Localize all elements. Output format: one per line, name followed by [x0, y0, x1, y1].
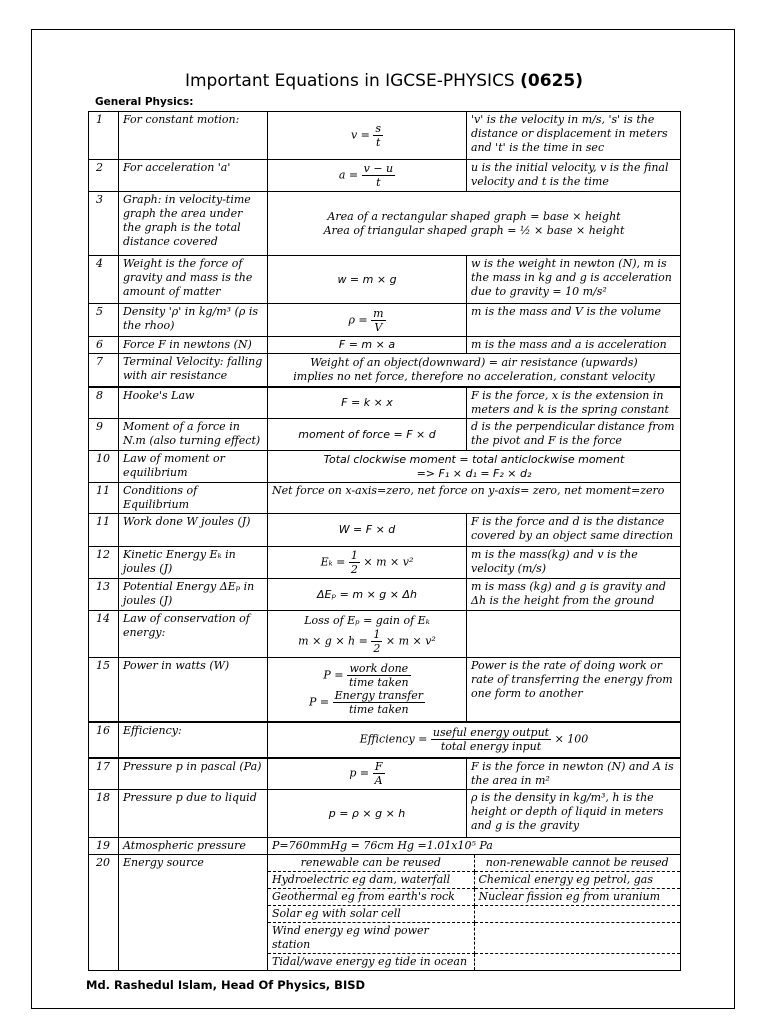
table-row: 11 Conditions of Equilibrium Net force on x-axis=zero, net force on y-axis= zero, net moment=zero — [89, 483, 681, 514]
table-row: 7 Terminal Velocity: falling with air resistance Weight of an object(downward) = air resistance (upwards) implies no net force, therefore no acceleration, constant velocity — [89, 354, 681, 387]
table-row: 18 Pressure p due to liquid p = ρ × g × h ρ is the density in kg/m³, h is the height or depth of liquid in meters and g is the gravity — [89, 790, 681, 838]
table-row: 4 Weight is the force of gravity and mass is the amount of matter w = m × g w is the weight in newton (N), m is the mass in kg and g is acceleration due to gravity = 10 m/s² — [89, 256, 681, 304]
table-row: 16 Efficiency: Efficiency = $\frac{\text{useful energy output}}{\text{total energy input}}$ × 100 — [89, 722, 681, 758]
equation: Eₖ = $\frac{1}{2}$ × m × v² — [268, 547, 467, 579]
table-row: 6 Force F in newtons (N) F = m × a m is the mass and a is acceleration — [89, 337, 681, 354]
equation: ρ = $\frac{m}{V}$ — [268, 304, 467, 337]
equation: w = m × g — [268, 256, 467, 304]
page-title: Important Equations in IGCSE-PHYSICS (0625) — [184, 71, 583, 91]
table-row: 20 Energy source renewable can be reused non-renewable cannot be reused Hydroelectric eg dam, waterfall Chemical energy eg petrol, gas Geothermal eg from earth's rock Nuclear fission eg from uranium Solar eg with solar cell Wind energy eg wind power station Tidal/wave energy eg tide in ocean — [89, 855, 681, 971]
energy-subtable: renewable can be reused non-renewable cannot be reused Hydroelectric eg dam, waterfall Chemical energy eg petrol, gas Geothermal eg from earth's rock Nuclear fission eg from uranium Solar eg with solar cell Wind energy eg wind power station Tidal/wave energy eg tide in ocean — [268, 855, 680, 970]
equation: Net force on x-axis=zero, net force on y-axis= zero, net moment=zero — [268, 483, 681, 514]
section-heading: General Physics: — [95, 96, 194, 108]
equation: P = $\frac{\text{work done}}{\text{time taken}}$ P = $\frac{\text{Energy transfer}}{\text{time taken}}$ — [268, 658, 467, 722]
table-row: 17 Pressure p in pascal (Pa) p = $\frac{F}{A}$ F is the force in newton (N) and A is the area in m² — [89, 758, 681, 790]
table-row: 13 Potential Energy ΔEₚ in joules (J) ΔEₚ = m × g × Δh m is mass (kg) and g is gravity and Δh is the height from the ground — [89, 579, 681, 611]
table-row: 19 Atmospheric pressure P=760mmHg = 76cm Hg =1.01x10⁵ Pa — [89, 838, 681, 855]
table-row: 12 Kinetic Energy Eₖ in joules (J) Eₖ = $\frac{1}{2}$ × m × v² m is the mass(kg) and v is the velocity (m/s) — [89, 547, 681, 579]
equation: a = $\frac{v - u}{t}$ — [268, 160, 467, 192]
equation: F = m × a — [268, 337, 467, 354]
equation: Total clockwise moment = total anticlockwise moment => F₁ × d₁ = F₂ × d₂ — [268, 451, 681, 483]
table-row: 15 Power in watts (W) P = $\frac{\text{work done}}{\text{time taken}}$ P = $\frac{\text{Energy transfer}}{\text{time taken}}$ Power is the rate of doing work or rate of transferring the energy from one form to another — [89, 658, 681, 722]
equation: W = F × d — [268, 514, 467, 547]
equation: Efficiency = $\frac{\text{useful energy output}}{\text{total energy input}}$ × 100 — [268, 722, 681, 758]
equation: Area of a rectangular shaped graph = base × height Area of triangular shaped graph = ½ × base × height — [268, 192, 681, 256]
table-row: 8 Hooke's Law F = k × x F is the force, x is the extension in meters and k is the spring constant — [89, 387, 681, 419]
table-row: 1 For constant motion: v = $\frac{s}{t}$ 'v' is the velocity in m/s, 's' is the distance or displacement in meters and 't' is the time in sec — [89, 112, 681, 160]
equation: v = $\frac{s}{t}$ — [268, 112, 467, 160]
equation: p = $\frac{F}{A}$ — [268, 758, 467, 790]
equation: ΔEₚ = m × g × Δh — [268, 579, 467, 611]
table-row: 10 Law of moment or equilibrium Total clockwise moment = total anticlockwise moment => F₁ × d₁ = F₂ × d₂ — [89, 451, 681, 483]
table-row: 14 Law of conservation of energy: Loss of Eₚ = gain of Eₖ m × g × h = $\frac{1}{2}$ × m × v² — [89, 611, 681, 658]
equation: Loss of Eₚ = gain of Eₖ m × g × h = $\frac{1}{2}$ × m × v² — [268, 611, 467, 658]
equation: moment of force = F × d — [268, 419, 467, 451]
table-row: 9 Moment of a force in N.m (also turning effect) moment of force = F × d d is the perpendicular distance from the pivot and F is the force — [89, 419, 681, 451]
equation: Weight of an object(downward) = air resistance (upwards) implies no net force, therefore no acceleration, constant velocity — [268, 354, 681, 387]
table-row: 3 Graph: in velocity-time graph the area under the graph is the total distance covered Area of a rectangular shaped graph = base × height Area of triangular shaped graph = ½ × base × height — [89, 192, 681, 256]
energy-source-table — [268, 855, 681, 971]
equation: F = k × x — [268, 387, 467, 419]
table-row: 11 Work done W joules (J) W = F × d F is the force and d is the distance covered by an object same direction — [89, 514, 681, 547]
table-row: 5 Density 'ρ' in kg/m³ (ρ is the rhoo) ρ = $\frac{m}{V}$ m is the mass and V is the volume — [89, 304, 681, 337]
equations-table — [88, 111, 681, 971]
equation: p = ρ × g × h — [268, 790, 467, 838]
equation: P=760mmHg = 76cm Hg =1.01x10⁵ Pa — [268, 838, 681, 855]
footer-author: Md. Rashedul Islam, Head Of Physics, BISD — [86, 978, 366, 992]
table-row: 2 For acceleration 'a' a = $\frac{v - u}{t}$ u is the initial velocity, v is the final velocity and t is the time — [89, 160, 681, 192]
